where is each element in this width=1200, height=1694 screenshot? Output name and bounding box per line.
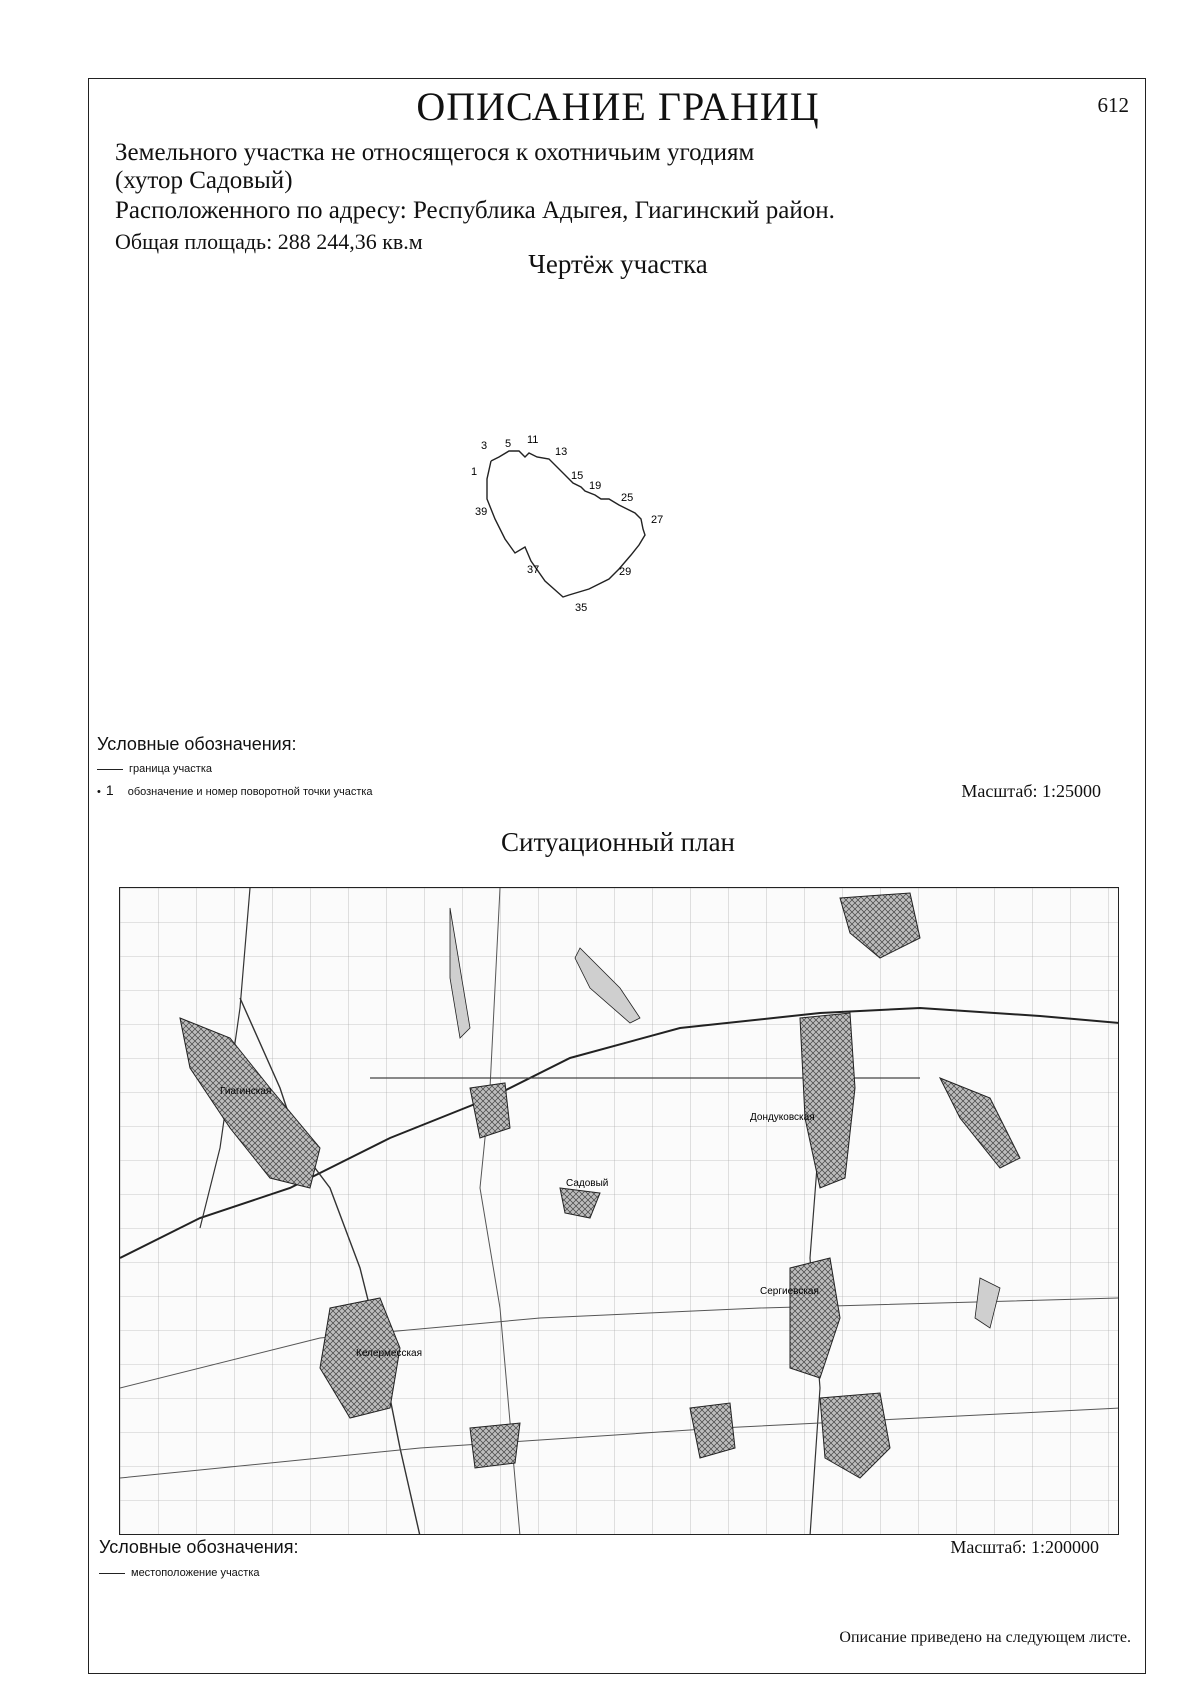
- map-graphics: [120, 888, 1119, 1535]
- location-line-symbol: [99, 1573, 125, 1574]
- map-label: Сергиевская: [760, 1286, 819, 1297]
- drawing-title: Чертёж участка: [528, 249, 708, 279]
- parcel-area: Общая площадь: 288 244,36 кв.м: [115, 229, 423, 254]
- map-label: Гиагинская: [220, 1086, 272, 1097]
- situation-map: [119, 887, 1119, 1535]
- point-label: 37: [527, 564, 540, 576]
- point-label: 19: [589, 480, 602, 492]
- point-label: 13: [555, 446, 568, 458]
- sheet-number: 612: [1097, 93, 1129, 117]
- legend-point-label: обозначение и номер поворотной точки участка: [127, 786, 373, 798]
- parcel-settlement: (хутор Садовый): [115, 167, 293, 194]
- point-label: 27: [651, 514, 664, 526]
- footer-note: Описание приведено на следующем листе.: [839, 1629, 1131, 1646]
- legend-title: Условные обозначения:: [99, 1537, 299, 1557]
- point-dot-icon: •: [97, 786, 101, 798]
- map-label: Келермесская: [356, 1348, 423, 1359]
- legend-boundary-label: граница участка: [129, 763, 212, 775]
- legend-location-item: [99, 1567, 260, 1579]
- point-label: 29: [619, 566, 632, 578]
- legend-location-label: местоположение участка: [131, 1567, 260, 1579]
- field-grid: [120, 888, 1119, 1535]
- parcel-address: Расположенного по адресу: Республика Адыгея, Гиагинский район.: [115, 197, 835, 224]
- point-label: 25: [621, 492, 634, 504]
- drawing-scale: Масштаб: 1:25000: [961, 781, 1101, 801]
- page-title: ОПИСАНИЕ ГРАНИЦ: [416, 84, 820, 129]
- point-label: 5: [505, 438, 512, 450]
- settlement-area: [470, 1423, 520, 1468]
- map-scale: Масштаб: 1:200000: [950, 1537, 1099, 1557]
- document-frame: [88, 78, 1146, 1674]
- legend-boundary-item: [97, 763, 212, 775]
- point-label: 39: [475, 506, 488, 518]
- point-label: 35: [575, 602, 588, 614]
- point-label: 1: [471, 466, 478, 478]
- situation-plan-title: Ситуационный план: [500, 827, 736, 857]
- point-label: 11: [527, 434, 539, 446]
- legend-point-item: [97, 782, 373, 798]
- parcel-description: Земельного участка не относящегося к охотничьим угодиям: [115, 139, 755, 166]
- point-label: 15: [571, 470, 584, 482]
- boundary-line-symbol: [97, 769, 123, 770]
- parcel-drawing: [469, 429, 709, 629]
- legend-title: Условные обозначения:: [97, 734, 297, 754]
- map-label: Садовый: [566, 1178, 609, 1189]
- legend-point-symbol: 1: [105, 782, 114, 798]
- map-label: Дондуковская: [750, 1112, 815, 1123]
- point-label: 3: [481, 440, 488, 452]
